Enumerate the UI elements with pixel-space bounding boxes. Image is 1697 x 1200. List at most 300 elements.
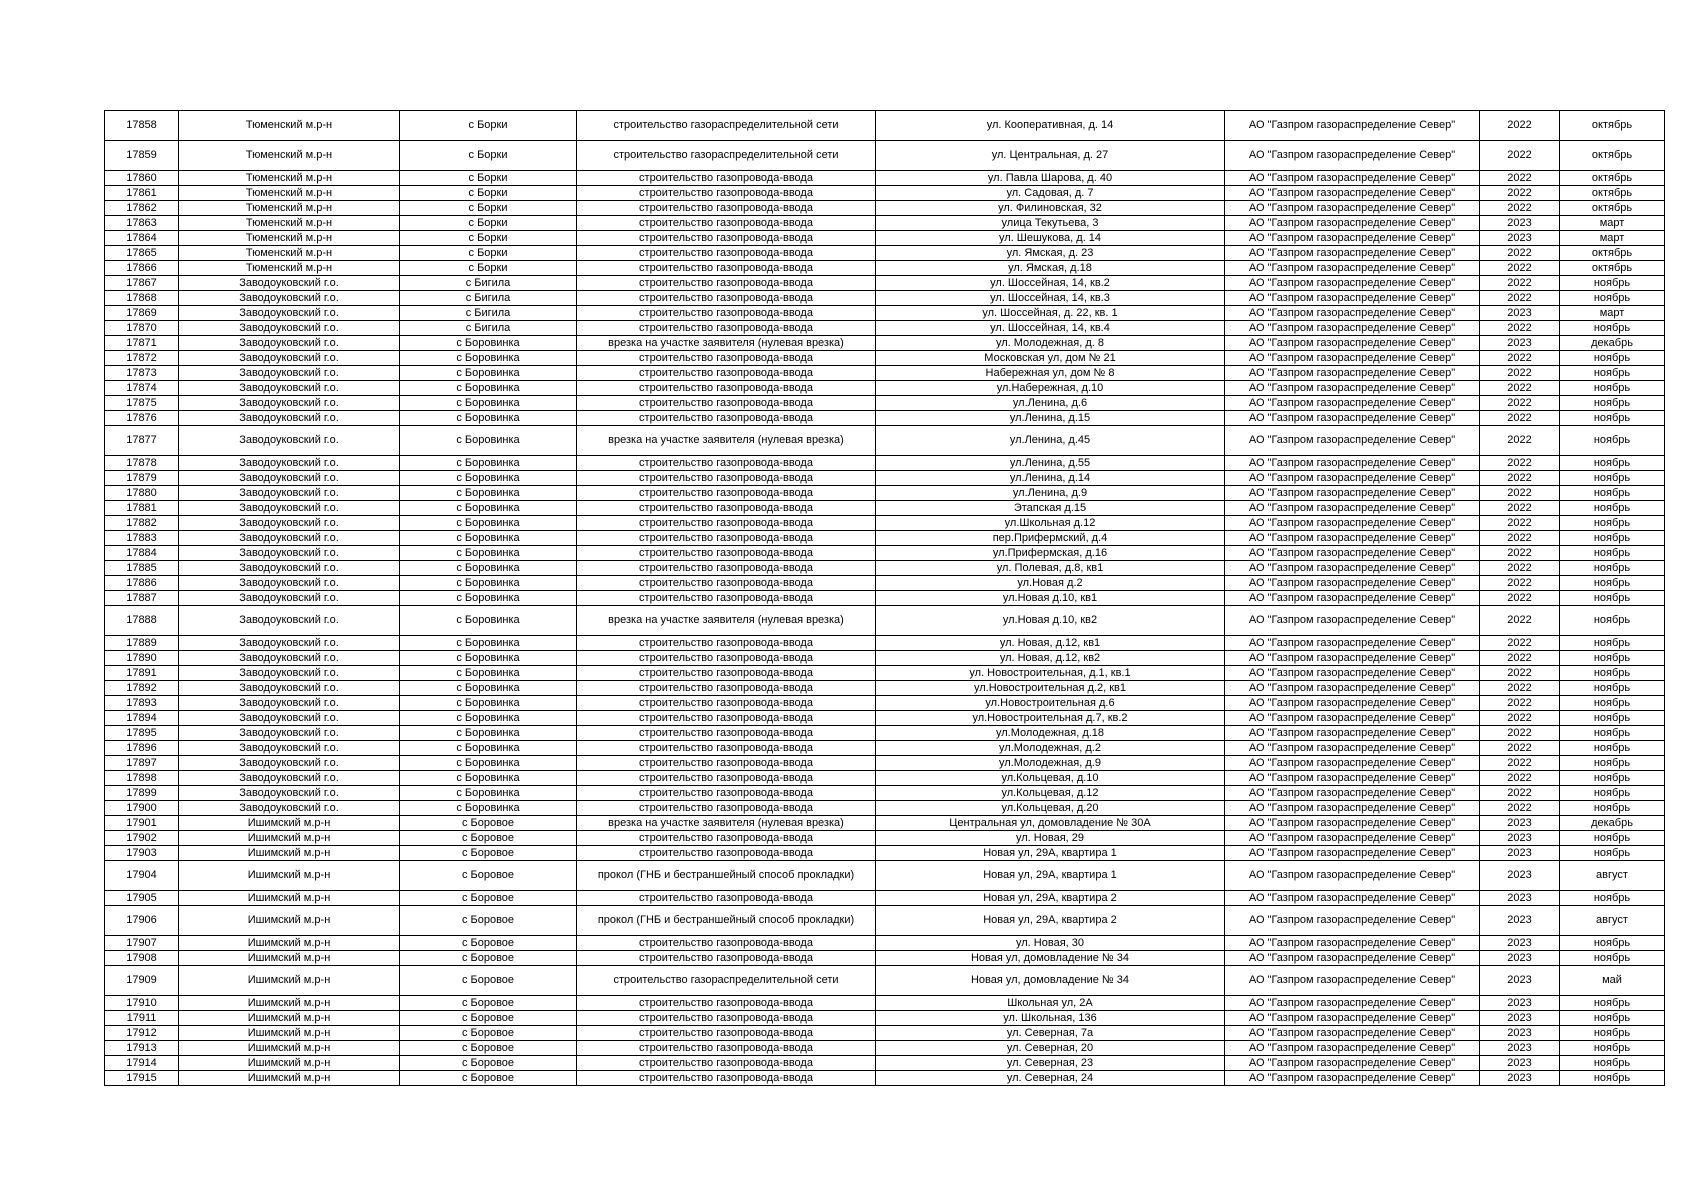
row-number-cell: 17911 [105,1011,179,1026]
year-cell: 2022 [1480,546,1560,561]
row-number-cell: 17901 [105,816,179,831]
table-row [105,591,1665,606]
organization-cell: АО "Газпром газораспределение Север" [1225,201,1480,216]
address-cell: ул. Центральная, д. 27 [876,141,1225,171]
work-type-cell: строительство газопровода-ввода [577,756,876,771]
year-cell: 2023 [1480,1041,1560,1056]
settlement-cell: с Боровое [400,1041,577,1056]
row-number-cell: 17915 [105,1071,179,1086]
address-cell: Новая ул, 29А, квартира 2 [876,891,1225,906]
organization-cell: АО "Газпром газораспределение Север" [1225,741,1480,756]
month-cell: ноябрь [1560,576,1665,591]
work-type-cell: строительство газопровода-ввода [577,1026,876,1041]
work-type-cell: врезка на участке заявителя (нулевая врезка) [577,336,876,351]
work-type-cell: строительство газопровода-ввода [577,696,876,711]
table-row [105,186,1665,201]
settlement-cell: с Боровинка [400,381,577,396]
settlement-cell: с Бигила [400,321,577,336]
table-row [105,651,1665,666]
table-row [105,846,1665,861]
year-cell: 2023 [1480,906,1560,936]
month-cell: август [1560,906,1665,936]
table-row [105,636,1665,651]
row-number-cell: 17870 [105,321,179,336]
month-cell: ноябрь [1560,1026,1665,1041]
year-cell: 2022 [1480,321,1560,336]
district-cell: Ишимский м.р-н [179,966,400,996]
table-row [105,486,1665,501]
table-row [105,231,1665,246]
table-row [105,831,1665,846]
work-type-cell: строительство газопровода-ввода [577,321,876,336]
work-type-cell: строительство газопровода-ввода [577,1041,876,1056]
district-cell: Заводоуковский г.о. [179,591,400,606]
organization-cell: АО "Газпром газораспределение Север" [1225,471,1480,486]
row-number-cell: 17873 [105,366,179,381]
year-cell: 2022 [1480,666,1560,681]
table-row [105,171,1665,186]
district-cell: Ишимский м.р-н [179,936,400,951]
row-number-cell: 17899 [105,786,179,801]
table-row [105,1041,1665,1056]
organization-cell: АО "Газпром газораспределение Север" [1225,231,1480,246]
table-row [105,306,1665,321]
table-row [105,801,1665,816]
address-cell: ул.Школьная д.12 [876,516,1225,531]
address-cell: Набережная ул, дом № 8 [876,366,1225,381]
address-cell: ул.Кольцевая, д.10 [876,771,1225,786]
month-cell: ноябрь [1560,1041,1665,1056]
organization-cell: АО "Газпром газораспределение Север" [1225,996,1480,1011]
row-number-cell: 17893 [105,696,179,711]
year-cell: 2023 [1480,1071,1560,1086]
settlement-cell: с Боровое [400,906,577,936]
work-type-cell: строительство газопровода-ввода [577,246,876,261]
organization-cell: АО "Газпром газораспределение Север" [1225,786,1480,801]
address-cell: ул. Шешукова, д. 14 [876,231,1225,246]
row-number-cell: 17883 [105,531,179,546]
row-number-cell: 17881 [105,501,179,516]
month-cell: октябрь [1560,201,1665,216]
address-cell: ул.Ленина, д.14 [876,471,1225,486]
organization-cell: АО "Газпром газораспределение Север" [1225,306,1480,321]
district-cell: Ишимский м.р-н [179,831,400,846]
address-cell: ул. Новая, 30 [876,936,1225,951]
organization-cell: АО "Газпром газораспределение Север" [1225,576,1480,591]
organization-cell: АО "Газпром газораспределение Север" [1225,666,1480,681]
year-cell: 2023 [1480,861,1560,891]
address-cell: ул. Северная, 20 [876,1041,1225,1056]
table-row [105,411,1665,426]
organization-cell: АО "Газпром газораспределение Север" [1225,861,1480,891]
work-type-cell: строительство газопровода-ввода [577,201,876,216]
year-cell: 2023 [1480,816,1560,831]
year-cell: 2022 [1480,246,1560,261]
month-cell: март [1560,216,1665,231]
year-cell: 2022 [1480,471,1560,486]
row-number-cell: 17906 [105,906,179,936]
work-type-cell: строительство газопровода-ввода [577,636,876,651]
settlement-cell: с Боровинка [400,546,577,561]
table-row [105,501,1665,516]
row-number-cell: 17913 [105,1041,179,1056]
organization-cell: АО "Газпром газораспределение Север" [1225,651,1480,666]
settlement-cell: с Боровинка [400,351,577,366]
year-cell: 2023 [1480,936,1560,951]
district-cell: Заводоуковский г.о. [179,561,400,576]
work-type-cell: строительство газопровода-ввода [577,231,876,246]
month-cell: ноябрь [1560,456,1665,471]
table-row [105,786,1665,801]
settlement-cell: с Боровое [400,936,577,951]
work-type-cell: строительство газопровода-ввода [577,516,876,531]
address-cell: ул.Новая д.10, кв1 [876,591,1225,606]
district-cell: Заводоуковский г.о. [179,696,400,711]
row-number-cell: 17896 [105,741,179,756]
month-cell: ноябрь [1560,426,1665,456]
table-row [105,1011,1665,1026]
work-type-cell: строительство газопровода-ввода [577,996,876,1011]
address-cell: Новая ул, домовладение № 34 [876,951,1225,966]
work-type-cell: врезка на участке заявителя (нулевая врезка) [577,606,876,636]
district-cell: Заводоуковский г.о. [179,486,400,501]
settlement-cell: с Боровинка [400,651,577,666]
organization-cell: АО "Газпром газораспределение Север" [1225,951,1480,966]
address-cell: Центральная ул, домовладение № 30А [876,816,1225,831]
year-cell: 2023 [1480,966,1560,996]
address-cell: ул. Новая, д.12, кв2 [876,651,1225,666]
row-number-cell: 17904 [105,861,179,891]
address-cell: ул.Ленина, д.55 [876,456,1225,471]
organization-cell: АО "Газпром газораспределение Север" [1225,756,1480,771]
table-row [105,546,1665,561]
row-number-cell: 17902 [105,831,179,846]
address-cell: ул.Новая д.2 [876,576,1225,591]
district-cell: Заводоуковский г.о. [179,711,400,726]
month-cell: ноябрь [1560,591,1665,606]
table-row [105,576,1665,591]
row-number-cell: 17889 [105,636,179,651]
month-cell: ноябрь [1560,1011,1665,1026]
year-cell: 2022 [1480,141,1560,171]
month-cell: октябрь [1560,261,1665,276]
address-cell: Новая ул, домовладение № 34 [876,966,1225,996]
table-row [105,516,1665,531]
table-row [105,246,1665,261]
settlement-cell: с Боровинка [400,756,577,771]
month-cell: ноябрь [1560,936,1665,951]
year-cell: 2022 [1480,426,1560,456]
month-cell: ноябрь [1560,741,1665,756]
year-cell: 2022 [1480,186,1560,201]
settlement-cell: с Боровое [400,951,577,966]
row-number-cell: 17895 [105,726,179,741]
table-row [105,666,1665,681]
table-body [105,111,1665,1086]
organization-cell: АО "Газпром газораспределение Север" [1225,681,1480,696]
year-cell: 2022 [1480,456,1560,471]
address-cell: ул. Кооперативная, д. 14 [876,111,1225,141]
settlement-cell: с Борки [400,141,577,171]
address-cell: ул. Новостроительная, д.1, кв.1 [876,666,1225,681]
district-cell: Тюменский м.р-н [179,171,400,186]
row-number-cell: 17905 [105,891,179,906]
row-number-cell: 17879 [105,471,179,486]
year-cell: 2022 [1480,366,1560,381]
district-cell: Ишимский м.р-н [179,1041,400,1056]
district-cell: Тюменский м.р-н [179,231,400,246]
district-cell: Заводоуковский г.о. [179,546,400,561]
month-cell: декабрь [1560,336,1665,351]
settlement-cell: с Боровинка [400,486,577,501]
organization-cell: АО "Газпром газораспределение Север" [1225,1071,1480,1086]
row-number-cell: 17872 [105,351,179,366]
settlement-cell: с Боровое [400,816,577,831]
table-row [105,471,1665,486]
work-type-cell: строительство газопровода-ввода [577,366,876,381]
table-row [105,936,1665,951]
district-cell: Заводоуковский г.о. [179,651,400,666]
work-type-cell: строительство газопровода-ввода [577,471,876,486]
year-cell: 2022 [1480,756,1560,771]
district-cell: Заводоуковский г.о. [179,771,400,786]
district-cell: Ишимский м.р-н [179,846,400,861]
settlement-cell: с Боровое [400,996,577,1011]
month-cell: декабрь [1560,816,1665,831]
district-cell: Заводоуковский г.о. [179,366,400,381]
settlement-cell: с Боровое [400,891,577,906]
settlement-cell: с Боровое [400,846,577,861]
organization-cell: АО "Газпром газораспределение Север" [1225,906,1480,936]
table-row [105,456,1665,471]
year-cell: 2023 [1480,831,1560,846]
district-cell: Тюменский м.р-н [179,201,400,216]
work-type-cell: строительство газопровода-ввода [577,711,876,726]
work-type-cell: строительство газопровода-ввода [577,546,876,561]
district-cell: Ишимский м.р-н [179,1056,400,1071]
settlement-cell: с Боровинка [400,396,577,411]
table-row [105,771,1665,786]
work-type-cell: строительство газопровода-ввода [577,936,876,951]
district-cell: Заводоуковский г.о. [179,411,400,426]
table-row [105,351,1665,366]
table-row [105,561,1665,576]
month-cell: ноябрь [1560,831,1665,846]
district-cell: Заводоуковский г.о. [179,531,400,546]
month-cell: ноябрь [1560,321,1665,336]
settlement-cell: с Боровинка [400,666,577,681]
address-cell: ул. Полевая, д.8, кв1 [876,561,1225,576]
year-cell: 2022 [1480,501,1560,516]
address-cell: Новая ул, 29А, квартира 1 [876,846,1225,861]
month-cell: ноябрь [1560,996,1665,1011]
row-number-cell: 17887 [105,591,179,606]
year-cell: 2022 [1480,606,1560,636]
settlement-cell: с Боровое [400,1056,577,1071]
data-table [104,110,1665,1086]
row-number-cell: 17897 [105,756,179,771]
year-cell: 2022 [1480,636,1560,651]
table-row [105,891,1665,906]
address-cell: ул.Новостроительная д.2, кв1 [876,681,1225,696]
work-type-cell: строительство газопровода-ввода [577,291,876,306]
table-row [105,951,1665,966]
settlement-cell: с Борки [400,111,577,141]
work-type-cell: строительство газораспределительной сети [577,966,876,996]
organization-cell: АО "Газпром газораспределение Север" [1225,531,1480,546]
settlement-cell: с Борки [400,216,577,231]
settlement-cell: с Боровое [400,1026,577,1041]
work-type-cell: строительство газопровода-ввода [577,666,876,681]
organization-cell: АО "Газпром газораспределение Север" [1225,891,1480,906]
address-cell: ул. Ямская, д.18 [876,261,1225,276]
work-type-cell: строительство газопровода-ввода [577,381,876,396]
month-cell: ноябрь [1560,546,1665,561]
row-number-cell: 17878 [105,456,179,471]
month-cell: ноябрь [1560,1056,1665,1071]
work-type-cell: строительство газопровода-ввода [577,831,876,846]
settlement-cell: с Боровинка [400,501,577,516]
work-type-cell: строительство газопровода-ввода [577,951,876,966]
district-cell: Заводоуковский г.о. [179,456,400,471]
organization-cell: АО "Газпром газораспределение Север" [1225,366,1480,381]
row-number-cell: 17871 [105,336,179,351]
row-number-cell: 17875 [105,396,179,411]
row-number-cell: 17909 [105,966,179,996]
month-cell: октябрь [1560,141,1665,171]
address-cell: ул.Новостроительная д.6 [876,696,1225,711]
row-number-cell: 17885 [105,561,179,576]
district-cell: Заводоуковский г.о. [179,786,400,801]
organization-cell: АО "Газпром газораспределение Север" [1225,276,1480,291]
organization-cell: АО "Газпром газораспределение Север" [1225,291,1480,306]
organization-cell: АО "Газпром газораспределение Север" [1225,561,1480,576]
address-cell: ул. Ямская, д. 23 [876,246,1225,261]
month-cell: ноябрь [1560,846,1665,861]
year-cell: 2022 [1480,276,1560,291]
row-number-cell: 17898 [105,771,179,786]
district-cell: Заводоуковский г.о. [179,801,400,816]
year-cell: 2022 [1480,201,1560,216]
district-cell: Заводоуковский г.о. [179,756,400,771]
month-cell: ноябрь [1560,471,1665,486]
year-cell: 2023 [1480,951,1560,966]
district-cell: Ишимский м.р-н [179,996,400,1011]
row-number-cell: 17900 [105,801,179,816]
row-number-cell: 17860 [105,171,179,186]
month-cell: октябрь [1560,111,1665,141]
district-cell: Заводоуковский г.о. [179,636,400,651]
settlement-cell: с Боровинка [400,591,577,606]
month-cell: ноябрь [1560,561,1665,576]
month-cell: ноябрь [1560,411,1665,426]
table-row [105,426,1665,456]
organization-cell: АО "Газпром газораспределение Север" [1225,351,1480,366]
address-cell: ул. Северная, 7а [876,1026,1225,1041]
work-type-cell: строительство газопровода-ввода [577,171,876,186]
year-cell: 2022 [1480,741,1560,756]
month-cell: ноябрь [1560,786,1665,801]
address-cell: ул.Кольцевая, д.12 [876,786,1225,801]
organization-cell: АО "Газпром газораспределение Север" [1225,456,1480,471]
settlement-cell: с Борки [400,186,577,201]
table-row [105,291,1665,306]
organization-cell: АО "Газпром газораспределение Север" [1225,711,1480,726]
address-cell: ул. Шоссейная, 14, кв.4 [876,321,1225,336]
row-number-cell: 17910 [105,996,179,1011]
organization-cell: АО "Газпром газораспределение Север" [1225,336,1480,351]
settlement-cell: с Боровинка [400,711,577,726]
row-number-cell: 17869 [105,306,179,321]
organization-cell: АО "Газпром газораспределение Север" [1225,411,1480,426]
row-number-cell: 17894 [105,711,179,726]
year-cell: 2022 [1480,516,1560,531]
month-cell: ноябрь [1560,756,1665,771]
row-number-cell: 17874 [105,381,179,396]
year-cell: 2022 [1480,396,1560,411]
address-cell: ул.Ленина, д.45 [876,426,1225,456]
table-row [105,381,1665,396]
year-cell: 2023 [1480,846,1560,861]
work-type-cell: строительство газопровода-ввода [577,306,876,321]
table-row [105,726,1665,741]
row-number-cell: 17876 [105,411,179,426]
organization-cell: АО "Газпром газораспределение Север" [1225,606,1480,636]
year-cell: 2022 [1480,591,1560,606]
address-cell: Московская ул, дом № 21 [876,351,1225,366]
row-number-cell: 17864 [105,231,179,246]
year-cell: 2022 [1480,711,1560,726]
work-type-cell: строительство газопровода-ввода [577,846,876,861]
month-cell: ноябрь [1560,651,1665,666]
table-row [105,906,1665,936]
year-cell: 2023 [1480,336,1560,351]
district-cell: Заводоуковский г.о. [179,471,400,486]
organization-cell: АО "Газпром газораспределение Север" [1225,426,1480,456]
year-cell: 2022 [1480,171,1560,186]
settlement-cell: с Боровинка [400,696,577,711]
work-type-cell: строительство газопровода-ввода [577,891,876,906]
district-cell: Заводоуковский г.о. [179,306,400,321]
district-cell: Заводоуковский г.о. [179,276,400,291]
month-cell: ноябрь [1560,711,1665,726]
address-cell: ул. Молодежная, д. 8 [876,336,1225,351]
table-row [105,216,1665,231]
row-number-cell: 17890 [105,651,179,666]
month-cell: ноябрь [1560,681,1665,696]
district-cell: Ишимский м.р-н [179,816,400,831]
settlement-cell: с Боровинка [400,741,577,756]
organization-cell: АО "Газпром газораспределение Север" [1225,936,1480,951]
month-cell: ноябрь [1560,486,1665,501]
settlement-cell: с Боровое [400,861,577,891]
district-cell: Тюменский м.р-н [179,216,400,231]
row-number-cell: 17907 [105,936,179,951]
table-row [105,1026,1665,1041]
row-number-cell: 17877 [105,426,179,456]
district-cell: Ишимский м.р-н [179,906,400,936]
district-cell: Ишимский м.р-н [179,1026,400,1041]
year-cell: 2022 [1480,351,1560,366]
month-cell: октябрь [1560,246,1665,261]
year-cell: 2023 [1480,216,1560,231]
district-cell: Ишимский м.р-н [179,891,400,906]
address-cell: ул. Школьная, 136 [876,1011,1225,1026]
address-cell: ул.Новостроительная д.7, кв.2 [876,711,1225,726]
district-cell: Ишимский м.р-н [179,1011,400,1026]
year-cell: 2022 [1480,486,1560,501]
organization-cell: АО "Газпром газораспределение Север" [1225,1056,1480,1071]
